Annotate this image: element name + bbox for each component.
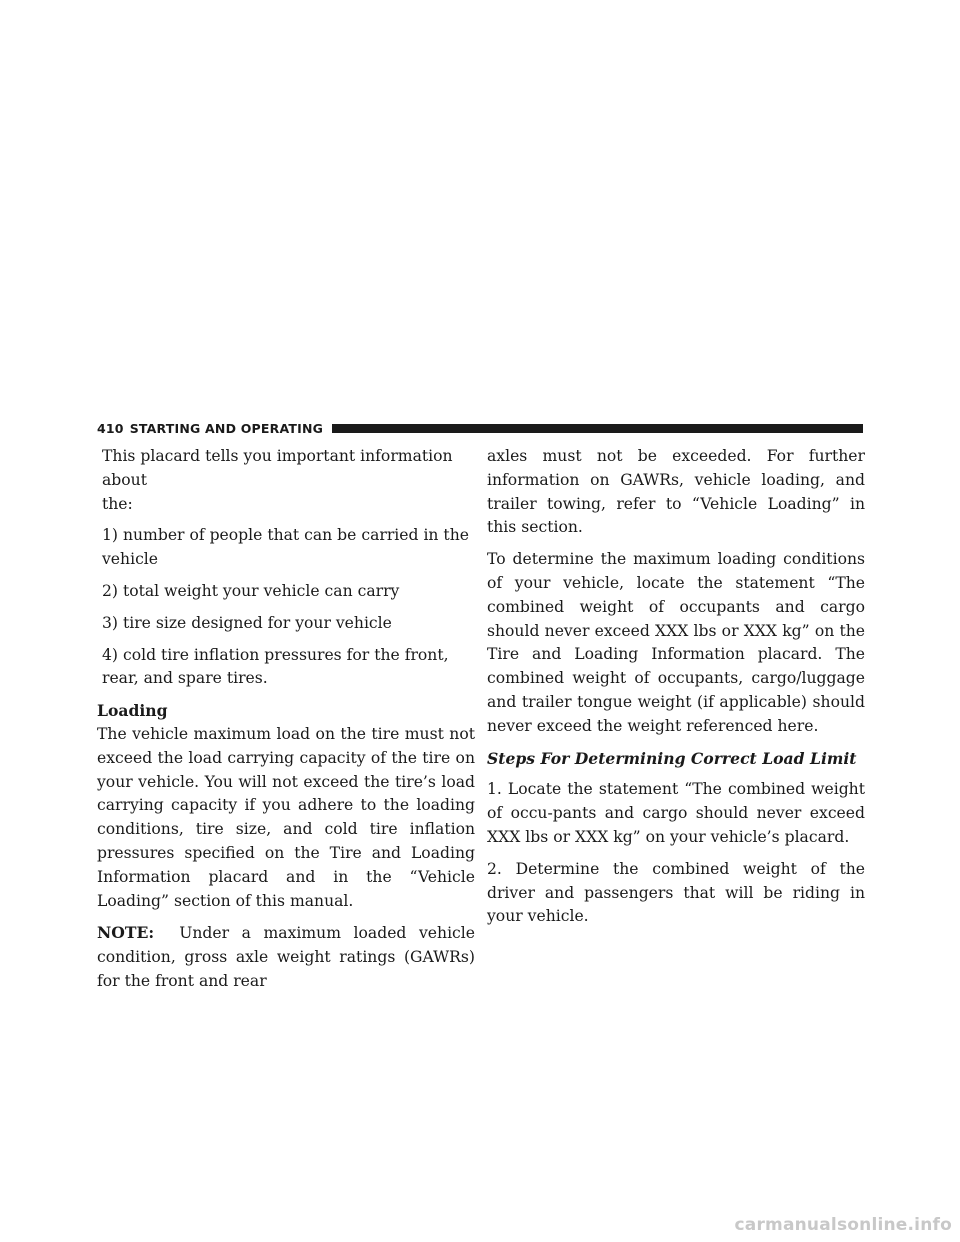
header-rule [332, 424, 863, 433]
loading-heading: Loading [97, 701, 168, 721]
right-column [487, 445, 865, 937]
watermark: carmanualsonline.info [734, 1215, 952, 1235]
section-title: STARTING AND OPERATING [129, 420, 324, 436]
note-label: NOTE: [97, 923, 155, 943]
step-1: 1. Locate the statement “The combined weight of occu-pants and cargo should never exceed XXX lbs or XXX kg” on your vehicle’s placard. [487, 780, 865, 846]
note-paragraph [97, 921, 475, 993]
loading-paragraph: The vehicle maximum load on the tire must not exceed the load carrying capacity of the tire on your vehicle. You will not exceed the tire’s load carrying capacity if you adhere to the loading conditions, tire size, and cold tire inflation pressures specified on the Tire and Loading Information placard and in the “Vehicle Loading” section of this manual. [97, 724, 475, 910]
intro-line-2: the: [102, 494, 133, 513]
list-item: 1) number of people that can be carried in the vehicle [102, 526, 469, 569]
list-item: 4) cold tire inflation pressures for the front, rear, and spare tires. [102, 645, 449, 688]
page-number: 410 [97, 420, 124, 436]
max-loading-paragraph: To determine the maximum loading conditions of your vehicle, locate the statement “The combined weight of occupants and cargo should never exceed XXX lbs or XXX kg” on the Tire and Loading Information placard. The combined weight of occupants, cargo/luggage and trailer tongue weight (if applicable) should never exceed the weight referenced here. [487, 550, 865, 735]
step-2: 2. Determine the combined weight of the driver and passengers that will be riding in your vehicle. [487, 859, 865, 926]
page-header [97, 418, 863, 438]
gawr-paragraph: axles must not be exceeded. For further information on GAWRs, vehicle loading, and trailer towing, refer to “Vehicle Loading” in this section. [487, 447, 865, 537]
list-item: 2) total weight your vehicle can carry [102, 581, 400, 600]
list-item: 3) tire size designed for your vehicle [102, 613, 392, 632]
steps-heading: Steps For Determining Correct Load Limit [487, 748, 857, 768]
left-column [97, 445, 475, 1002]
intro-line-1: This placard tells you important information about [102, 447, 453, 489]
note-text: Under a maximum loaded vehicle condition, gross axle weight ratings (GAWRs) for the front and rear [97, 924, 475, 990]
